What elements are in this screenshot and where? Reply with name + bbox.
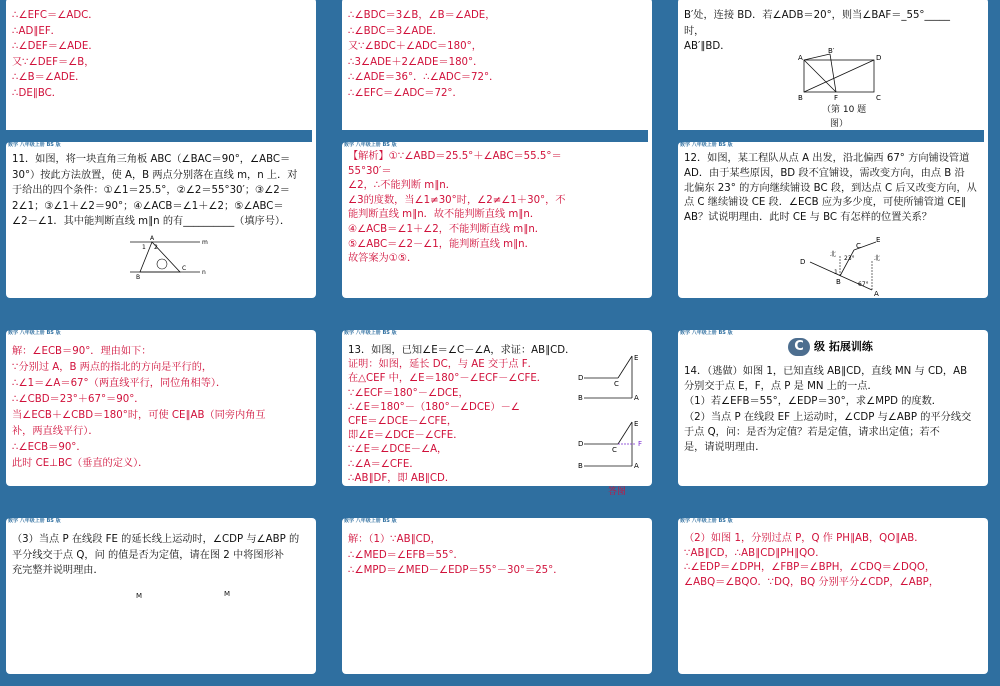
figure-caption: 图） [830, 119, 849, 129]
page-caption: 数学 八年级上册 BS 版 [680, 142, 733, 148]
text-line: ∵AB∥CD，∴AB∥CD∥PH∥QO． [684, 547, 826, 559]
line-label: m [202, 239, 208, 246]
problem-text [684, 364, 982, 455]
slide-7 [0, 318, 312, 498]
slide-9 [672, 318, 984, 498]
point-label: A [150, 235, 155, 242]
text-line: ∴∠ADE＝36°．∴∠ADC＝72°． [348, 72, 500, 84]
point-label: B [136, 274, 141, 281]
point-label: C [614, 380, 619, 388]
slide-card [6, 142, 316, 298]
point-label: E [634, 354, 639, 362]
point-label: F [834, 94, 839, 102]
slide-6 [672, 130, 984, 310]
slide-card [6, 330, 316, 486]
page-caption: 数学 八年级上册 BS 版 [8, 142, 61, 148]
solution-text [348, 532, 646, 579]
page-caption: 数学 八年级上册 BS 版 [8, 330, 61, 336]
direction-label: 北 [830, 251, 837, 258]
text-line: 分别交于点 E，F，点 P 是 MN 上的一点． [684, 381, 878, 393]
point-label: D [800, 258, 806, 266]
point-label: F [638, 440, 643, 448]
slide-11 [336, 506, 648, 686]
text-line: 30°）按此方法放置，使 A，B 两点分别落在直线 m，n 上．对 [12, 169, 298, 181]
figure-caption: （第 10 题 [822, 105, 867, 115]
problem-text [12, 532, 310, 579]
slide-card [342, 518, 652, 674]
text-line: ∠2－∠1．其中能判断直线 m∥n 的有__________（填序号）． [12, 216, 291, 228]
point-label: A [634, 394, 639, 402]
text-line: B′处，连接 BD．若∠ADB＝20°，则当∠BAF＝_55°_____ [684, 10, 950, 21]
figure-label: M [224, 590, 231, 598]
text-line: （2）如图 1，分别过点 P，Q 作 PH∥AB，QO∥AB． [684, 533, 925, 544]
text-line: 12．如图，某工程队从点 A 出发，沿北偏西 67° 方向铺设管道 [684, 153, 970, 164]
page-caption: 数学 八年级上册 BS 版 [344, 518, 397, 524]
text-line: 在△CEF 中，∠E＝180°－∠ECF－∠CFE． [348, 373, 547, 385]
text-line: 2∠1；③∠1＋∠2＝90°；④∠ACB＝∠1＋∠2；⑤∠ABC＝ [12, 200, 284, 212]
text-line: AD．由于某些原因，BD 段不宜铺设，需改变方向，由点 B 沿 [684, 167, 965, 179]
text-line: ∴∠EFC＝∠ADC＝72°． [348, 87, 463, 99]
point-label: C [182, 265, 187, 272]
page-caption: 数学 八年级上册 BS 版 [344, 142, 397, 148]
text-line: ∴∠B＝∠ADE． [12, 72, 86, 84]
angle-label: 2 [154, 244, 158, 251]
point-label: B [578, 462, 583, 470]
figure-caption: 答图 [608, 487, 627, 497]
point-label: D [578, 440, 584, 448]
text-line: 于点 Q，问：是否为定值？若是定值，请求出定值；若不 [684, 426, 940, 438]
text-line: ∴∠DEF＝∠ADE． [12, 41, 99, 53]
text-line: CFE＝∠DCE－∠CFE， [348, 416, 458, 428]
text-line: 是，请说明理由． [684, 442, 766, 454]
triangle-ruler-figure [126, 236, 216, 280]
text-line: ∴∠BDC＝3∠B，∠B＝∠ADE， [348, 10, 496, 21]
point-label: E [634, 420, 639, 428]
text-line: ∠ABQ＝∠BQO．∵DQ，BQ 分别平分∠CDP，∠ABP， [684, 576, 940, 588]
text-line: ∴∠BDC＝3∠ADE． [348, 25, 443, 37]
slide-card [342, 142, 652, 298]
text-line: 解：（1）∵AB∥CD， [348, 534, 441, 545]
solution-text [348, 150, 646, 267]
slide-card [678, 518, 988, 674]
solution-text [684, 532, 982, 590]
angle-label: 1 [142, 244, 146, 251]
angle-label: 23° [844, 255, 855, 262]
text-line: （2）当点 P 在线段 EF 上运动时，∠CDP 与∠ABP 的平分线交 [684, 411, 972, 423]
text-line: 14．（逃做）如图 1，已知直线 AB∥CD，直线 MN 与 CD，AB [684, 366, 968, 377]
problem-text [684, 152, 982, 226]
text-line: ∴DE∥BC． [12, 87, 62, 99]
point-label: A [874, 290, 879, 298]
page-caption: 数学 八年级上册 BS 版 [680, 518, 733, 524]
figure-label: M [136, 592, 143, 600]
level-badge: C [788, 338, 810, 356]
text-line: 北偏东 23° 的方向继续铺设 BC 段，到达点 C 后又改变方向，从 [684, 182, 977, 194]
problem-text [12, 152, 310, 230]
slide-10 [0, 506, 312, 686]
text-line: ⑤∠ABC＝∠2－∠1，能判断直线 m∥n． [348, 238, 535, 250]
pipeline-figure [796, 238, 896, 296]
text-line: ∴∠ECB＝90°． [12, 442, 87, 453]
slide-5 [336, 130, 648, 310]
parallel-lines-figure [578, 354, 648, 484]
point-label: C [612, 446, 617, 454]
point-label: B [836, 278, 841, 286]
slide-8 [336, 318, 648, 498]
text-line: ∵∠E＝∠DCE－∠A， [348, 444, 448, 456]
text-line: ∴∠CBD＝23°＋67°＝90°． [12, 394, 145, 405]
text-line: ∴∠EFC＝∠ADC． [12, 10, 99, 21]
text-line: ∴AD∥EF． [12, 25, 61, 37]
text-line: 解：∠ECB＝90°．理由如下： [12, 346, 152, 357]
text-line: ∴∠A＝∠CFE． [348, 458, 420, 470]
level-banner [788, 338, 873, 356]
text-line: （3）当点 P 在线段 FE 的延长线上运动时，∠CDP 与∠ABP 的 [12, 534, 300, 545]
page-caption: 数学 八年级上册 BS 版 [344, 330, 397, 336]
slide-4 [0, 130, 312, 310]
text-line: ∴∠E＝180°－（180°－∠DCE）－∠ [348, 401, 520, 413]
level-title: 级 拓展训练 [814, 340, 873, 353]
angle-label: 67° [858, 281, 869, 288]
text-line: AB？试说明理由．此时 CE 与 BC 有怎样的位置关系？ [684, 212, 932, 224]
text-line: 充完整并说明理由． [12, 565, 104, 577]
solution-text [12, 344, 310, 472]
text-line: AB′∥BD． [684, 41, 731, 53]
rectangle-fold-figure [796, 47, 886, 102]
point-label: E [876, 236, 881, 244]
slide-card [6, 518, 316, 674]
point-label: A [634, 462, 639, 470]
page-caption: 数学 八年级上册 BS 版 [8, 518, 61, 524]
slide-card [678, 330, 988, 486]
direction-label: 北 [874, 255, 881, 262]
text-line: （1）若∠EFB＝55°，∠EDP＝30°，求∠MPD 的度数． [684, 396, 942, 408]
text-line: ∠3的度数，当∠1≠30°时，∠2≠∠1＋30°，不 [348, 194, 566, 206]
text-line: 证明：如图，延长 DC，与 AE 交于点 F． [348, 359, 538, 371]
text-line: 【解析】①∵∠ABD＝25.5°＋∠ABC＝55.5°＝ [348, 151, 562, 162]
angle-label: 1 [834, 269, 838, 276]
point-label: D [876, 54, 882, 62]
point-label: B′ [828, 47, 835, 55]
slide-12 [672, 506, 984, 686]
slide-card [342, 330, 652, 497]
text-line: ∵∠ECF＝180°－∠DCE， [348, 387, 469, 399]
text-line: ∴∠EDP＝∠DPH，∠FBP＝∠BPH，∠CDQ＝∠DQO， [684, 562, 936, 574]
slide-card [678, 142, 988, 298]
text-line: 平分线交于点 Q，问 的值是否为定值，请在图 2 中将图形补 [12, 549, 284, 561]
text-line: 点 C 继续铺设 CE 段．∠ECB 应为多少度，可使所铺管道 CE∥ [684, 197, 966, 209]
text-line: 55°30′＝ [348, 165, 392, 177]
text-line: 于给出的四个条件：①∠1＝25.5°，②∠2＝55°30′；③∠2＝ [12, 185, 290, 197]
line-label: n [202, 269, 206, 276]
text-line: ∴∠MPD＝∠MED－∠EDP＝55°－30°＝25°． [348, 565, 564, 577]
page-caption: 数学 八年级上册 BS 版 [680, 330, 733, 336]
solution-text [12, 8, 310, 102]
text-line: 即∠E＝∠DCE－∠CFE． [348, 430, 464, 442]
text-line: 故答案为①⑤． [348, 253, 418, 265]
point-label: A [798, 54, 803, 62]
text-line: 11．如图，将一块直角三角板 ABC（∠BAC＝90°，∠ABC＝ [12, 154, 291, 165]
text-line: 能判断直线 m∥n．故不能判断直线 m∥n． [348, 209, 541, 221]
point-label: B [578, 394, 583, 402]
point-label: B [798, 94, 803, 102]
text-line: 补，两直线平行）． [12, 426, 99, 437]
text-line: ∴∠1＝∠A＝67°（两直线平行，同位角相等）． [12, 378, 227, 389]
point-label: C [856, 242, 861, 250]
text-line: 此时 CE⊥BC（垂直的定义）． [12, 458, 149, 469]
text-line: ∠2，∴不能判断 m∥n． [348, 180, 456, 192]
text-line: ④∠ACB＝∠1＋∠2，不能判断直线 m∥n． [348, 223, 545, 235]
text-line: ∴3∠ADE＋2∠ADE＝180°． [348, 56, 484, 68]
text-line: ∴∠MED＝∠EFB＝55°． [348, 549, 464, 561]
text-line: 又∵∠BDC＋∠ADC＝180°， [348, 41, 482, 53]
text-line: ∴AB∥DF，即 AB∥CD． [348, 472, 456, 484]
text-line: 13．如图，已知∠E＝∠C－∠A，求证：AB∥CD． [348, 345, 576, 356]
point-label: D [578, 374, 584, 382]
point-label: C [876, 94, 881, 102]
text-line: 又∵∠DEF＝∠B， [12, 56, 95, 68]
text-line: 时， [684, 25, 705, 37]
text-line: ∵分别过 A，B 两点的指北的方向是平行的， [12, 362, 213, 373]
solution-text [348, 8, 646, 102]
text-line: 当∠ECB＋∠CBD＝180°时，可使 CE∥AB（同旁内角互 [12, 410, 266, 421]
